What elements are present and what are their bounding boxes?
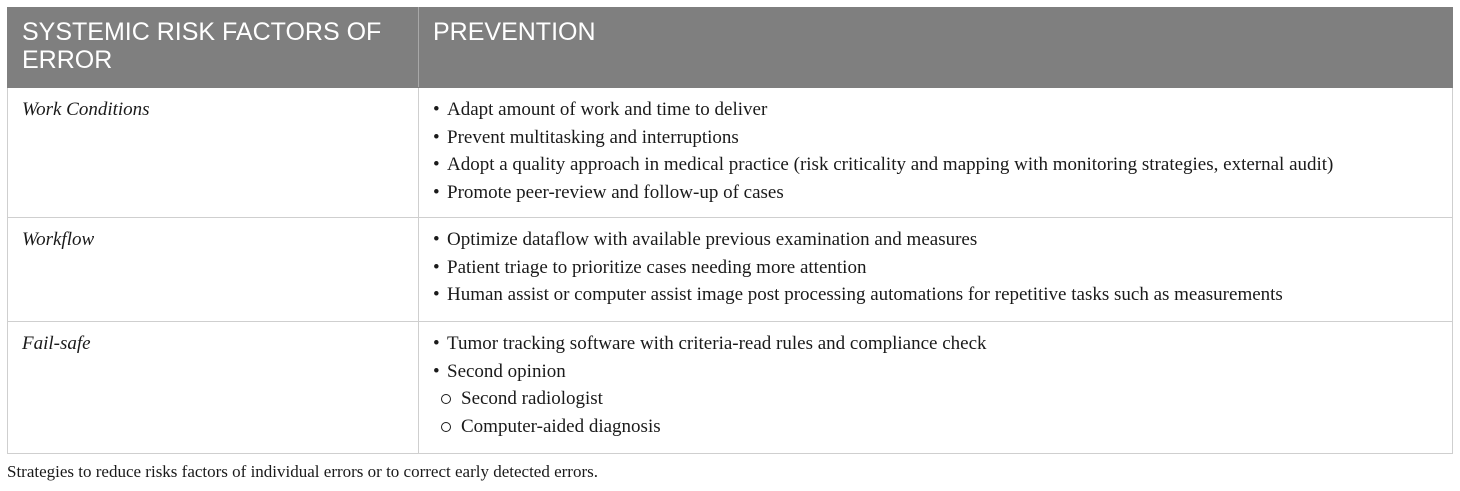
sub-list-item: Computer-aided diagnosis: [439, 413, 1442, 441]
list-item: • Tumor tracking software with criteria-read rules and compliance check: [433, 330, 1442, 358]
prevention-list: [433, 96, 1442, 207]
list-item: • Prevent multitasking and interruptions: [433, 124, 1442, 152]
list-item: • Patient triage to prioritize cases needing more attention: [433, 254, 1442, 282]
table-caption: Strategies to reduce risks factors of individual errors or to correct early detected errors.: [7, 462, 598, 481]
list-item: • Adopt a quality approach in medical practice (risk criticality and mapping with monitoring strategies, external audit): [433, 151, 1442, 179]
prevention-cell: [419, 322, 1453, 454]
risk-factor-cell: Workflow: [8, 218, 419, 322]
list-item: • Adapt amount of work and time to deliver: [433, 96, 1442, 124]
list-item: • Optimize dataflow with available previous examination and measures: [433, 226, 1442, 254]
table-row: [8, 218, 1453, 322]
risk-factor-cell: Work Conditions: [8, 88, 419, 218]
header-risk-factors: SYSTEMIC RISK FACTORS OF ERROR: [8, 8, 419, 88]
table-row: [8, 322, 1453, 454]
sub-list: [433, 385, 1442, 440]
table-row: [8, 88, 1453, 218]
header-prevention: PREVENTION: [419, 8, 1453, 88]
prevention-list: [433, 330, 1442, 385]
prevention-cell: [419, 218, 1453, 322]
table-header-row: [8, 8, 1453, 88]
prevention-list: [433, 226, 1442, 309]
prevention-cell: [419, 88, 1453, 218]
list-item: • Promote peer-review and follow-up of cases: [433, 179, 1442, 207]
risk-prevention-table: [7, 7, 1453, 454]
list-item: • Second opinion: [433, 358, 1442, 386]
risk-factor-cell: Fail-safe: [8, 322, 419, 454]
list-item: • Human assist or computer assist image post processing automations for repetitive tasks such as measurements: [433, 281, 1442, 309]
sub-list-item: Second radiologist: [439, 385, 1442, 413]
